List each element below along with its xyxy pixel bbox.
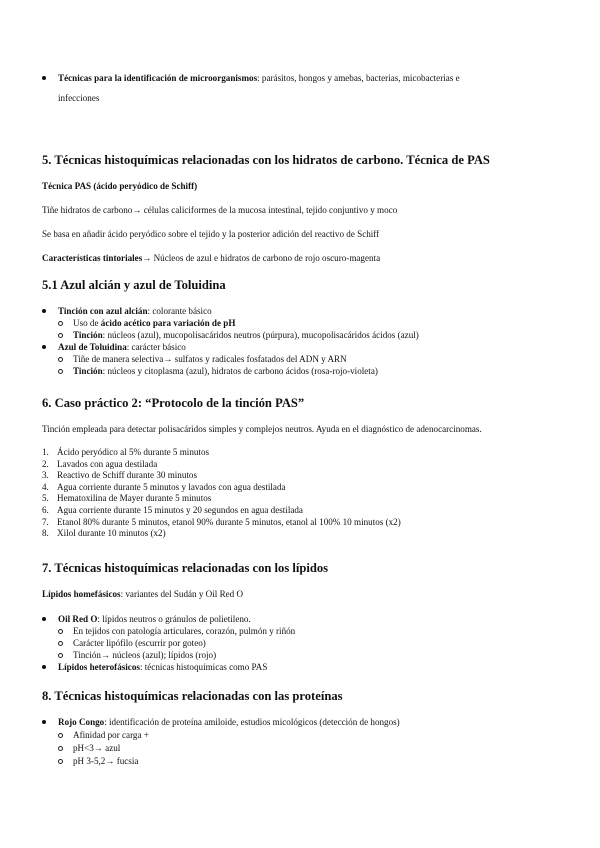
section-8-sub-3: pH 3-5,2→ fucsia (73, 756, 139, 766)
section-7-sub-3: Tinción→ núcleos (azul); lípidos (rojo) (73, 650, 217, 660)
sub-bullet-marker (58, 629, 63, 634)
step-text: Xilol durante 10 minutos (x2) (57, 528, 166, 539)
rojo-congo-rest: : identificación de proteína amiloide, estudios micológicos (detección de hongos) (104, 717, 400, 727)
section-5-1-sub-2 (73, 330, 419, 341)
sub-2-bold: Tinción (73, 330, 103, 340)
section-8-sub-2: pH<3→ azul (73, 743, 121, 753)
section-5-1-bullet-2 (58, 342, 186, 353)
section-5-paragraph-3 (42, 253, 380, 264)
bullet-2-bold: Azul de Toluidina (58, 342, 127, 352)
step-number: 3. (42, 470, 49, 481)
section-6-title: 6. Caso práctico 2: “Protocolo de la tinción PAS” (42, 396, 305, 410)
section-5-p3-bold: Características tintoriales (42, 253, 143, 263)
bullet-marker (42, 76, 46, 80)
intro-bullet-rest: : parásitos, hongos y amebas, bacterias, micobacterias e (257, 73, 460, 83)
section-5-subtitle (42, 181, 197, 192)
section-5-subtitle-text: Técnica PAS (ácido peryódico de Schiff) (42, 181, 198, 191)
section-5-1-bullet-1 (58, 306, 212, 317)
section-5-1-sub-1 (73, 318, 235, 329)
section-5-1-sub-3: Tiñe de manera selectiva→ sulfatos y radicales fosfatados del ADN y ARN (73, 354, 347, 364)
section-6-paragraph: Tinción empleada para detectar polisacáridos simples y complejos neutros. Ayuda en el diagnóstico de adenocarcinomas. (42, 424, 482, 434)
step-number: 4. (42, 481, 49, 492)
sub-1-bold: ácido acético para variación de pH (100, 318, 236, 328)
intro-bullet-bold: Técnicas para la identificación de microorganismos (58, 73, 258, 83)
section-7-paragraph (42, 589, 243, 600)
heterofasicos-rest: : técnicas histoquímicas como PAS (139, 662, 268, 672)
bullet-marker (42, 345, 46, 349)
bullet-marker (42, 309, 46, 313)
bullet-2-rest: : carácter básico (126, 342, 186, 352)
sub-bullet-marker (58, 733, 63, 738)
section-8-bullet-1 (58, 717, 400, 728)
section-5-1-sub-4 (73, 366, 378, 377)
sub-bullet-marker (58, 653, 63, 658)
step-number: 1. (42, 447, 49, 457)
step-number: 7. (42, 516, 49, 527)
bullet-marker (42, 665, 46, 669)
rojo-congo-bold: Rojo Congo (58, 717, 105, 727)
sub-bullet-marker (58, 641, 63, 646)
section-7-sub-1: En tejidos con patología articulares, corazón, pulmón y riñón (73, 626, 296, 636)
sub-bullet-marker (58, 321, 63, 326)
section-7-bullet-2 (58, 662, 267, 673)
sub-bullet-marker (58, 333, 63, 338)
section-5-title: 5. Técnicas histoquímicas relacionadas con los hidratos de carbono. Técnica de PAS (42, 153, 490, 167)
section-7-p-rest: : variantes del Sudán y Oil Red O (120, 589, 244, 599)
bullet-1-rest: : colorante básico (147, 306, 212, 316)
intro-bullet-line-2: infecciones (58, 93, 100, 103)
step-number: 5. (42, 493, 49, 504)
section-5-paragraph-1: Tiñe hidratos de carbono→ células caliciformes de la mucosa intestinal, tejido conjuntivo y moco (42, 205, 398, 215)
step-text: Etanol 80% durante 5 minutos, etanol 90% durante 5 minutos, etanol al 100% 10 minutos (x2) (57, 516, 401, 527)
section-8-sub-1: Afinidad por carga + (73, 730, 149, 740)
oil-red-bold: Oil Red O (58, 614, 98, 624)
heterofasicos-bold: Lípidos heterofásicos (58, 662, 140, 672)
step-number: 8. (42, 528, 49, 539)
step-text: Reactivo de Schiff durante 30 minutos (57, 470, 197, 481)
section-7-p-bold: Lípidos homefásicos (42, 589, 121, 599)
sub-2-rest: : núcleos (azul), mucopolisacáridos neutros (púrpura), mucopolisacáridos ácidos (azul) (102, 330, 419, 340)
section-5-paragraph-2: Se basa en añadir ácido peryódico sobre el tejido y la posterior adición del reactivo de Schiff (42, 229, 380, 239)
sub-1-pre: Uso de (73, 318, 101, 328)
bullet-marker (42, 617, 46, 621)
step-text: Lavados con agua destilada (57, 458, 158, 469)
intro-bullet-line-1 (58, 73, 460, 84)
section-5-1-title: 5.1 Azul alcián y azul de Toluidina (42, 278, 226, 292)
section-8-title: 8. Técnicas histoquímicas relacionadas con las proteínas (42, 689, 343, 703)
step-text: Agua corriente durante 15 minutos y 20 segundos en agua destilada (57, 505, 303, 515)
bullet-1-bold: Tinción con azul alcián (58, 306, 148, 316)
bullet-marker (42, 720, 46, 724)
sub-4-rest: : núcleos y citoplasma (azul), hidratos de carbono ácidos (rosa-rojo-violeta) (102, 366, 378, 376)
step-text: Ácido peryódico al 5% durante 5 minutos (57, 447, 210, 457)
sub-bullet-marker (58, 357, 63, 362)
section-7-bullet-1 (58, 614, 251, 625)
step-number: 6. (42, 505, 49, 515)
section-7-sub-2: Carácter lipófilo (escurrir por goteo) (73, 638, 206, 648)
step-text: Agua corriente durante 5 minutos y lavados con agua destilada (57, 481, 286, 492)
oil-red-rest: : lípidos neutros o gránulos de polietileno. (97, 614, 251, 624)
sub-4-bold: Tinción (73, 366, 103, 376)
sub-bullet-marker (58, 369, 63, 374)
sub-bullet-marker (58, 746, 63, 751)
section-7-title: 7. Técnicas histoquímicas relacionadas con los lípidos (42, 561, 329, 575)
sub-bullet-marker (58, 759, 63, 764)
step-text: Hematoxilina de Mayer durante 5 minutos (57, 493, 212, 504)
section-5-p3-rest: → Núcleos de azul e hidratos de carbono de rojo oscuro-magenta (142, 253, 381, 263)
step-number: 2. (42, 458, 49, 469)
